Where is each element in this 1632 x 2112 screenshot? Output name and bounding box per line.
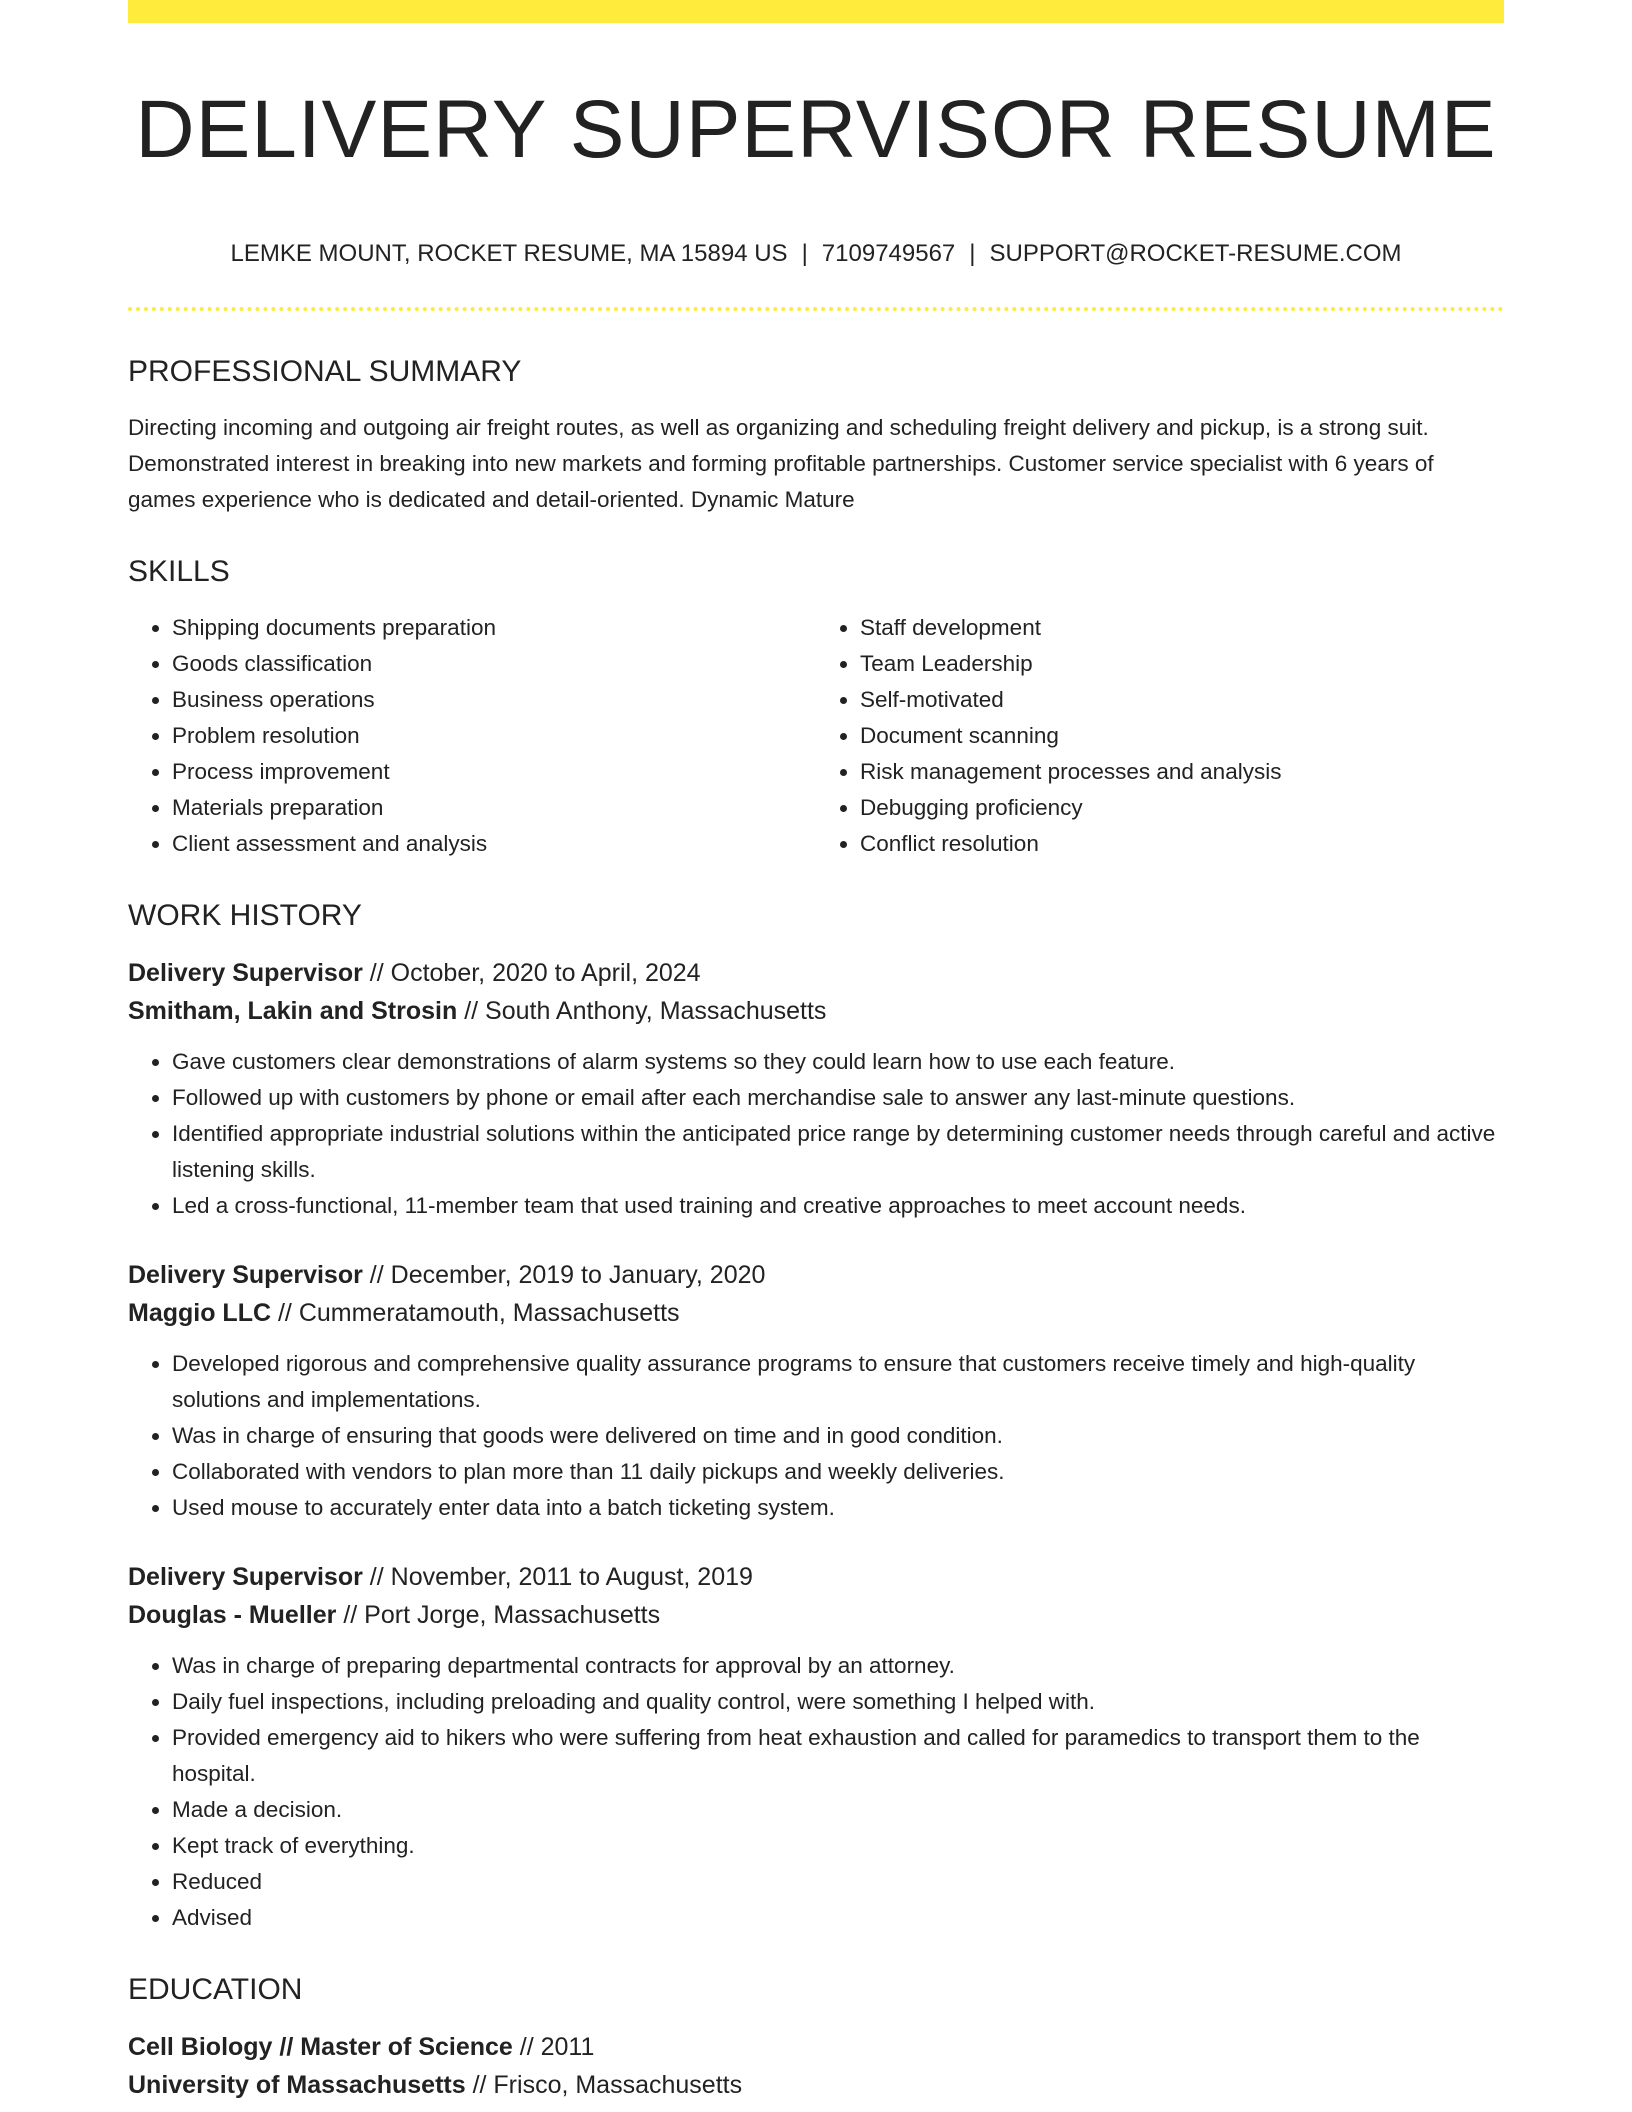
skills-columns bbox=[128, 610, 1504, 862]
job-title: Delivery Supervisor bbox=[128, 1261, 363, 1289]
summary-heading: PROFESSIONAL SUMMARY bbox=[128, 355, 522, 388]
job-bullet: • Followed up with customers by phone or email after each merchandise sale to answer any last-minute questions. bbox=[172, 1080, 1504, 1116]
skill-item: • Staff development bbox=[860, 610, 1504, 646]
job-company: Maggio LLC bbox=[128, 1299, 272, 1327]
education-school: University of Massachusetts bbox=[128, 2071, 466, 2099]
skill-item: • Shipping documents preparation bbox=[172, 610, 816, 646]
education-location: // Frisco, Massachusetts bbox=[472, 2071, 743, 2099]
job-bullet: • Provided emergency aid to hikers who were suffering from heat exhaustion and called for paramedics to transport them to the hospital. bbox=[172, 1720, 1504, 1792]
job-header bbox=[128, 954, 1504, 1030]
job-bullet: • Gave customers clear demonstrations of alarm systems so they could learn how to use each feature. bbox=[172, 1044, 1504, 1080]
job-dates: // December, 2019 to January, 2020 bbox=[369, 1261, 766, 1289]
job-bullet: • Led a cross-functional, 11-member team that used training and creative approaches to meet account needs. bbox=[172, 1188, 1504, 1224]
education-entry bbox=[128, 2028, 1504, 2104]
skills-list-left bbox=[128, 610, 816, 862]
skill-item: • Debugging proficiency bbox=[860, 790, 1504, 826]
job-company: Douglas - Mueller bbox=[128, 1601, 337, 1629]
skill-item: • Team Leadership bbox=[860, 646, 1504, 682]
job-bullets bbox=[128, 1044, 1504, 1224]
skill-item: • Materials preparation bbox=[172, 790, 816, 826]
job-bullet: • Made a decision. bbox=[172, 1792, 1504, 1828]
contact-line bbox=[128, 236, 1504, 272]
job-bullet: • Identified appropriate industrial solutions within the anticipated price range by determining customer needs through careful and active listening skills. bbox=[172, 1116, 1504, 1188]
job-dates: // October, 2020 to April, 2024 bbox=[369, 959, 701, 987]
dotted-divider bbox=[128, 307, 1504, 311]
skill-item: • Conflict resolution bbox=[860, 826, 1504, 862]
job-title: Delivery Supervisor bbox=[128, 1563, 363, 1591]
accent-top-bar bbox=[128, 0, 1504, 23]
job-bullet: • Was in charge of ensuring that goods were delivered on time and in good condition. bbox=[172, 1418, 1504, 1454]
skill-item: • Problem resolution bbox=[172, 718, 816, 754]
skill-item: • Business operations bbox=[172, 682, 816, 718]
job-location: // Cummeratamouth, Massachusetts bbox=[277, 1299, 680, 1327]
job-bullet: • Developed rigorous and comprehensive quality assurance programs to ensure that customers receive timely and high-quality solutions and implementations. bbox=[172, 1346, 1504, 1418]
job-bullets bbox=[128, 1648, 1504, 1936]
job-bullets bbox=[128, 1346, 1504, 1526]
job-bullet: • Kept track of everything. bbox=[172, 1828, 1504, 1864]
job-bullet: • Used mouse to accurately enter data into a batch ticketing system. bbox=[172, 1490, 1504, 1526]
skill-item: • Goods classification bbox=[172, 646, 816, 682]
job-bullet: • Advised bbox=[172, 1900, 1504, 1936]
education-degree: Cell Biology // Master of Science bbox=[128, 2033, 513, 2061]
skill-item: • Risk management processes and analysis bbox=[860, 754, 1504, 790]
contact-separator: | bbox=[969, 240, 976, 267]
contact-separator: | bbox=[801, 240, 808, 267]
job-location: // Port Jorge, Massachusetts bbox=[343, 1601, 661, 1629]
skills-heading: SKILLS bbox=[128, 555, 230, 588]
contact-address: LEMKE MOUNT, ROCKET RESUME, MA 15894 US bbox=[230, 240, 788, 267]
resume-content bbox=[128, 352, 1504, 2104]
job-title: Delivery Supervisor bbox=[128, 959, 363, 987]
skill-item: • Process improvement bbox=[172, 754, 816, 790]
job-dates: // November, 2011 to August, 2019 bbox=[369, 1563, 753, 1591]
job-location: // South Anthony, Massachusetts bbox=[464, 997, 827, 1025]
education-heading: EDUCATION bbox=[128, 1973, 303, 2006]
job-bullet: • Reduced bbox=[172, 1864, 1504, 1900]
skills-list-right bbox=[816, 610, 1504, 862]
summary-text: Directing incoming and outgoing air freight routes, as well as organizing and scheduling freight delivery and pickup, is a strong suit. Demonstrated interest in breaking into new markets and forming profitable partnerships. Customer service specialist with 6 years of games experience who is dedicated and detail-oriented. Dynamic Mature bbox=[128, 415, 1434, 512]
skill-item: • Client assessment and analysis bbox=[172, 826, 816, 862]
contact-email: SUPPORT@ROCKET-RESUME.COM bbox=[989, 240, 1402, 267]
education-year: // 2011 bbox=[519, 2033, 595, 2061]
contact-phone: 7109749567 bbox=[821, 240, 956, 267]
job-bullet: • Was in charge of preparing departmental contracts for approval by an attorney. bbox=[172, 1648, 1504, 1684]
job-bullet: • Collaborated with vendors to plan more than 11 daily pickups and weekly deliveries. bbox=[172, 1454, 1504, 1490]
resume-title: DELIVERY SUPERVISOR RESUME bbox=[135, 84, 1497, 175]
skill-item: • Self-motivated bbox=[860, 682, 1504, 718]
job-header bbox=[128, 1558, 1504, 1634]
job-company: Smitham, Lakin and Strosin bbox=[128, 997, 458, 1025]
skill-item: • Document scanning bbox=[860, 718, 1504, 754]
job-bullet: • Daily fuel inspections, including preloading and quality control, were something I helped with. bbox=[172, 1684, 1504, 1720]
job-header bbox=[128, 1256, 1504, 1332]
work-history-heading: WORK HISTORY bbox=[128, 899, 362, 932]
